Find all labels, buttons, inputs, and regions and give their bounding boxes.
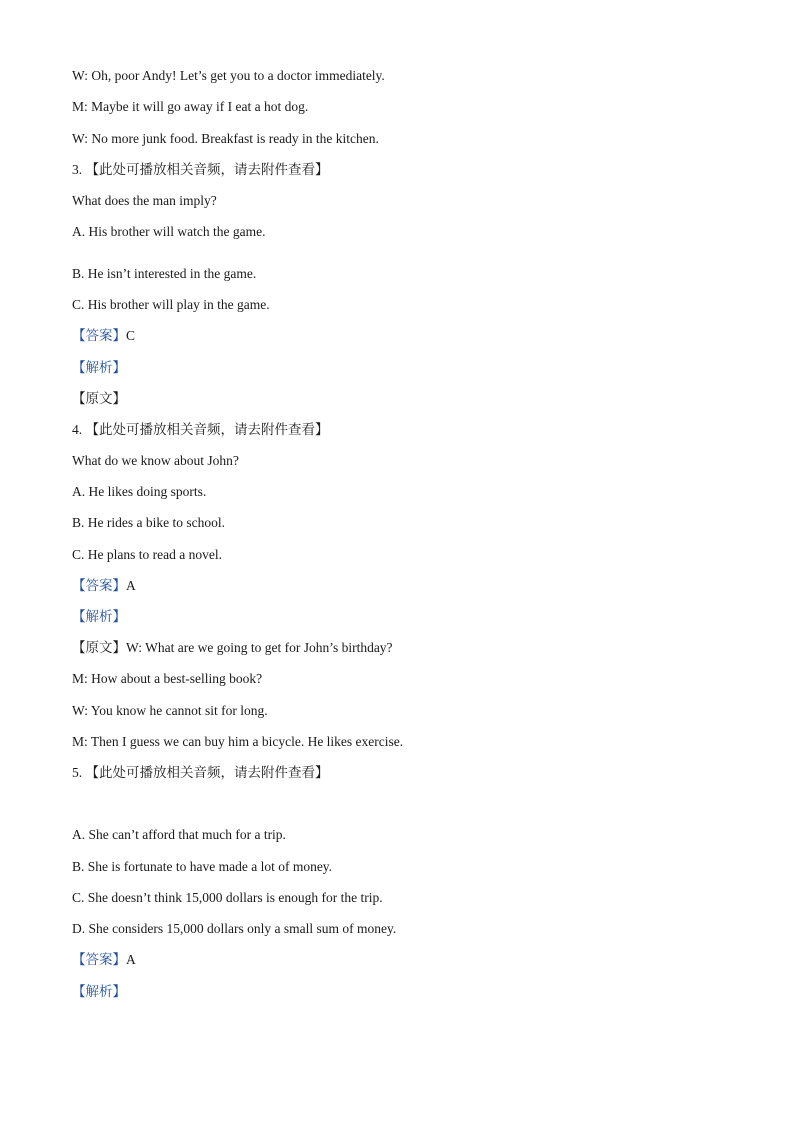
- analysis-line: [72, 983, 126, 1001]
- answer-value: C: [126, 328, 136, 343]
- answer-line: [72, 327, 135, 345]
- transcript-line: W: Oh, poor Andy! Let’s get you to a doctor immediately.: [72, 68, 385, 83]
- original-line: [72, 390, 126, 408]
- question-4-text: What do we know about John?: [72, 453, 239, 468]
- transcript-line: M: Then I guess we can buy him a bicycle. He likes exercise.: [72, 734, 404, 749]
- answer-tag: 【答案】: [72, 328, 126, 344]
- audio-placeholder[interactable]: 【此处可播放相关音频，请去附件查看】: [85, 162, 329, 178]
- analysis-tag: 【解析】: [72, 984, 126, 1000]
- option-a: A. His brother will watch the game.: [72, 224, 266, 239]
- answer-tag: 【答案】: [72, 578, 126, 594]
- audio-placeholder[interactable]: 【此处可播放相关音频，请去附件查看】: [85, 422, 329, 438]
- answer-value: A: [126, 578, 136, 593]
- transcript-line: M: Maybe it will go away if I eat a hot dog.: [72, 99, 309, 114]
- analysis-tag: 【解析】: [72, 609, 126, 625]
- question-5-header: [72, 764, 329, 782]
- option-b: B. She is fortunate to have made a lot of money.: [72, 859, 333, 874]
- question-4-header: [72, 421, 329, 439]
- analysis-line: [72, 608, 126, 626]
- analysis-tag: 【解析】: [72, 360, 126, 376]
- transcript-line: W: You know he cannot sit for long.: [72, 703, 268, 718]
- option-c: C. His brother will play in the game.: [72, 297, 270, 312]
- answer-line: [72, 577, 136, 595]
- original-tag: 【原文】: [72, 640, 126, 656]
- option-c: C. She doesn’t think 15,000 dollars is enough for the trip.: [72, 890, 383, 905]
- answer-line: [72, 951, 136, 969]
- question-number: 5.: [72, 765, 83, 780]
- transcript-line: W: No more junk food. Breakfast is ready in the kitchen.: [72, 131, 379, 146]
- original-line: [72, 639, 393, 657]
- original-tag: 【原文】: [72, 391, 126, 407]
- option-b: B. He isn’t interested in the game.: [72, 266, 257, 281]
- transcript-line: W: What are we going to get for John’s birthday?: [126, 640, 393, 655]
- question-3-text: What does the man imply?: [72, 193, 217, 208]
- option-a: A. He likes doing sports.: [72, 484, 207, 499]
- analysis-line: [72, 359, 126, 377]
- transcript-line: M: How about a best-selling book?: [72, 671, 263, 686]
- question-number: 4.: [72, 422, 83, 437]
- audio-placeholder[interactable]: 【此处可播放相关音频，请去附件查看】: [85, 765, 329, 781]
- option-b: B. He rides a bike to school.: [72, 515, 225, 530]
- question-3-header: [72, 161, 329, 179]
- option-c: C. He plans to read a novel.: [72, 547, 222, 562]
- answer-value: A: [126, 952, 136, 967]
- answer-tag: 【答案】: [72, 952, 126, 968]
- question-number: 3.: [72, 162, 83, 177]
- option-a: A. She can’t afford that much for a trip.: [72, 827, 286, 842]
- option-d: D. She considers 15,000 dollars only a small sum of money.: [72, 921, 397, 936]
